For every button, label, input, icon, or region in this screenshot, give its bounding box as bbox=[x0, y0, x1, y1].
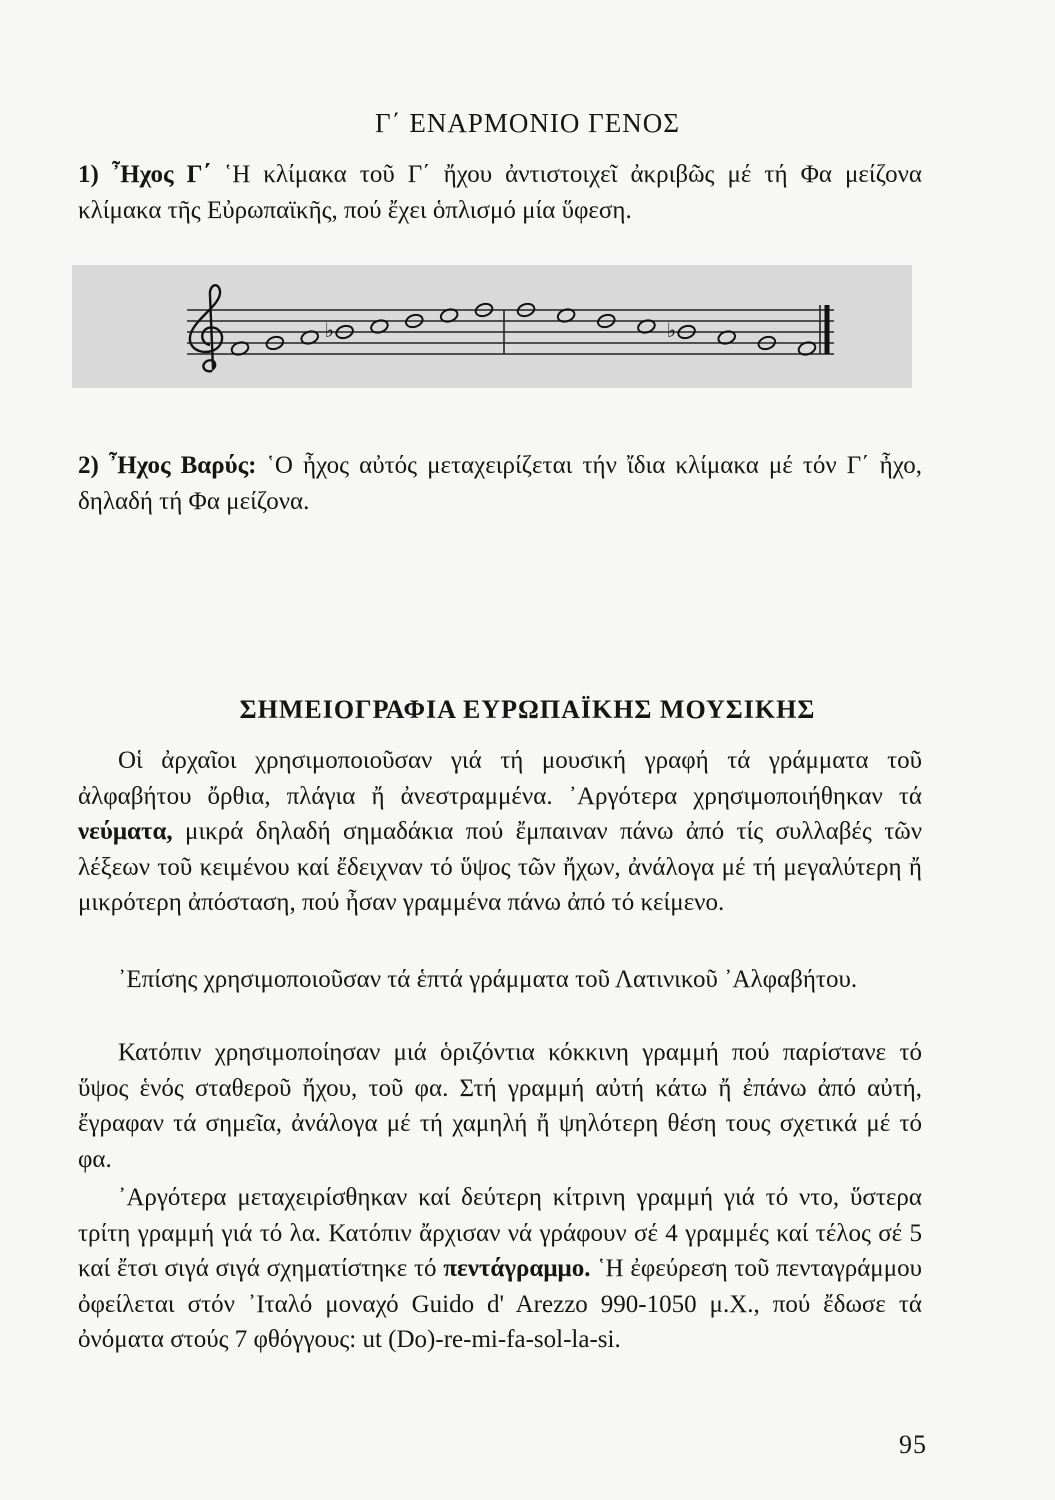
flat-sign-4: ♭ bbox=[324, 318, 335, 342]
neumes-term: νεύματα, bbox=[78, 818, 173, 845]
music-staff bbox=[72, 265, 912, 388]
ancients-text-a: Οἱ ἀρχαῖοι χρησιμοποιοῦσαν γιά τή μουσική γραφή τά γράμματα τοῦ ἀλφαβήτου ὄρθια, πλάγια ἤ ἀνεστραμμένα. ᾿Αργότερα χρησιμοποιήθηκαν τά bbox=[78, 747, 922, 810]
red-line-text: Κατόπιν χρησιμοποίησαν μιά ὁριζόντια κόκκινη γραμμή πού παρίστανε τό ὕψος ἑνός σταθεροῦ ἤχου, τοῦ φα. Στή γραμμή αὐτή κάτω ἤ ἐπάνω ἀπό αὐτή, ἔγραφαν τά σημεῖα, ἀνάλογα μέ τή χαμηλή ἤ ψηλότερη θέση τους σχετικά μέ τό φα. bbox=[78, 1039, 922, 1173]
mode-3-label: 1) ῏Ηχος Γ΄ bbox=[78, 161, 211, 188]
staff-origin-text-a: ᾿Αργότερα μεταχειρίσθηκαν καί δεύτερη κίτρινη γραμμή γιά τό ντο, ὕστερα τρίτη γραμμή γιά τό λα. Κατόπιν ἄρχισαν νά γράφουν σέ 4 γραμμές καί τέλος σέ 5 καί ἔτσι σιγά σιγά σχηματίστηκε τό bbox=[78, 1184, 922, 1282]
treble-clef-icon bbox=[190, 285, 222, 371]
paragraph-latin-letters bbox=[78, 962, 922, 998]
section-heading-notation: ΣΗΜΕΙΟΓΡΑΦΙΑ ΕΥΡΩΠΑΪΚΗΣ ΜΟΥΣΙΚΗΣ bbox=[239, 695, 816, 724]
page-number: 95 bbox=[899, 1430, 927, 1459]
mode-varys-label: 2) ῏Ηχος Βαρύς: bbox=[78, 452, 257, 479]
music-staff-panel bbox=[72, 265, 912, 388]
mode-varys-text: ῾Ο ἦχος αὐτός μεταχειρίζεται τήν ἴδια κλίμακα μέ τόν Γ΄ ἦχο, δηλαδή τή Φα μείζονα. bbox=[78, 452, 923, 515]
paragraph-staff-origin bbox=[78, 1180, 922, 1358]
staff-lines bbox=[187, 310, 834, 354]
pentagram-term: πεντάγραμμο. bbox=[443, 1255, 591, 1282]
section-heading-enharmonic: Γ΄ ΕΝΑΡΜΟΝΙΟ ΓΕΝΟΣ bbox=[375, 108, 680, 138]
paragraph-mode-3 bbox=[78, 157, 922, 228]
paragraph-mode-varys bbox=[78, 448, 922, 519]
ancients-text-b: μικρά δηλαδή σημαδάκια πού ἔμπαιναν πάνω ἀπό τίς συλλαβές τῶν λέξεων τοῦ κειμένου καί ἔδειχναν τό ὕψος τῶν ἤχων, ἀνάλογα μέ τή μεγαλύτερη ἤ μικρότερη ἀπόσταση, πού ἦσαν γραμμένα πάνω ἀπό τό κείμενο. bbox=[78, 818, 922, 916]
flat-sign-13: ♭ bbox=[666, 318, 677, 342]
mode-3-text: ῾Η κλίμακα τοῦ Γ΄ ἤχου ἀντιστοιχεῖ ἀκριβῶς μέ τή Φα μείζονα κλίμακα τῆς Εὐρωπαϊκῆς, πού ἔχει ὁπλισμό μία ὕφεση. bbox=[78, 161, 922, 224]
paragraph-red-line bbox=[78, 1035, 922, 1177]
latin-letters-text: ᾿Επίσης χρησιμοποιοῦσαν τά ἑπτά γράμματα τοῦ Λατινικοῦ ᾿Αλφαβήτου. bbox=[118, 966, 858, 993]
staff-origin-text-b: ῾Η ἐφεύρεση τοῦ πενταγράμμου ὀφείλεται στόν ᾿Ιταλό μοναχό Guido d' Arezzo 990-1050 μ.Χ., πού ἔδωσε τά ὀνόματα στούς 7 φθόγγους: ut (Do)-re-mi-fa-sol-la-si. bbox=[78, 1255, 922, 1353]
paragraph-ancients bbox=[78, 743, 922, 921]
